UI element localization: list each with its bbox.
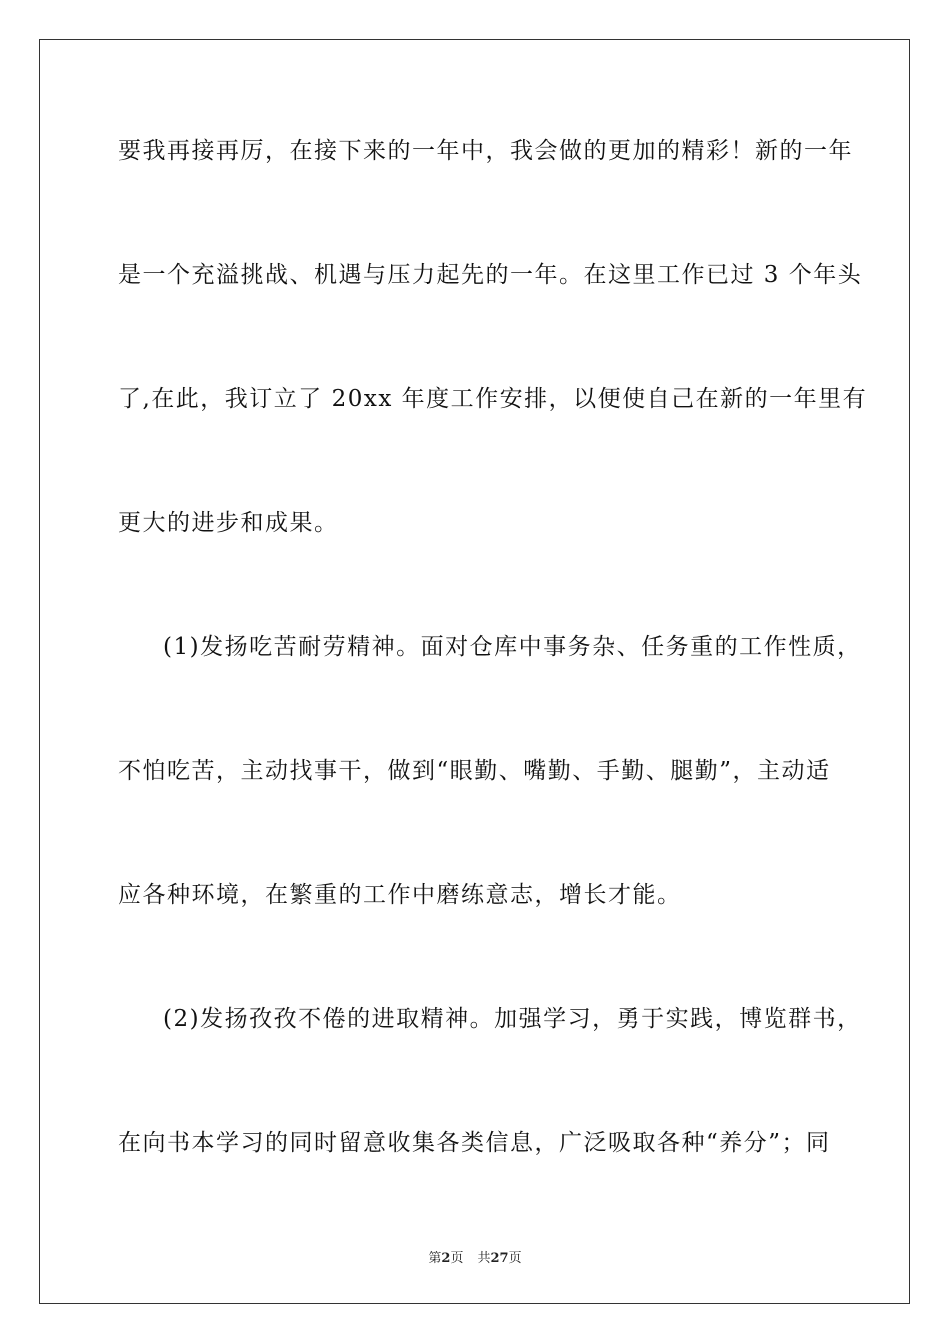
text-line: 是一个充溢挑战、机遇与压力起先的一年。在这里工作已过 3 个年头 [118, 262, 863, 288]
page-number: 2 [441, 1251, 451, 1266]
text-line: 应各种环境，在繁重的工作中磨练意志，增长才能。 [118, 882, 682, 908]
text-line: 在向书本学习的同时留意收集各类信息，广泛吸取各种“养分”；同 [118, 1130, 831, 1156]
text-line: 更大的进步和成果。 [118, 510, 339, 536]
page-border [39, 39, 910, 1304]
total-suffix: 页 [508, 1251, 522, 1266]
text-line: 要我再接再厉，在接下来的一年中，我会做的更加的精彩！新的一年 [118, 138, 853, 164]
text-line: (1)发扬吃苦耐劳精神。面对仓库中事务杂、任务重的工作性质， [163, 634, 862, 660]
text-line: 了,在此，我订立了 20xx 年度工作安排，以便使自己在新的一年里有 [118, 386, 868, 412]
text-line: (2)发扬孜孜不倦的进取精神。加强学习，勇于实践，博览群书， [163, 1006, 862, 1032]
page-prefix: 第 [428, 1251, 442, 1266]
page-suffix: 页 [450, 1251, 464, 1266]
total-pages: 27 [490, 1251, 509, 1266]
text-line: 不怕吃苦，主动找事干，做到“眼勤、嘴勤、手勤、腿勤”，主动适 [118, 758, 831, 784]
total-prefix: 共 [477, 1251, 491, 1266]
page-footer [0, 1247, 950, 1266]
